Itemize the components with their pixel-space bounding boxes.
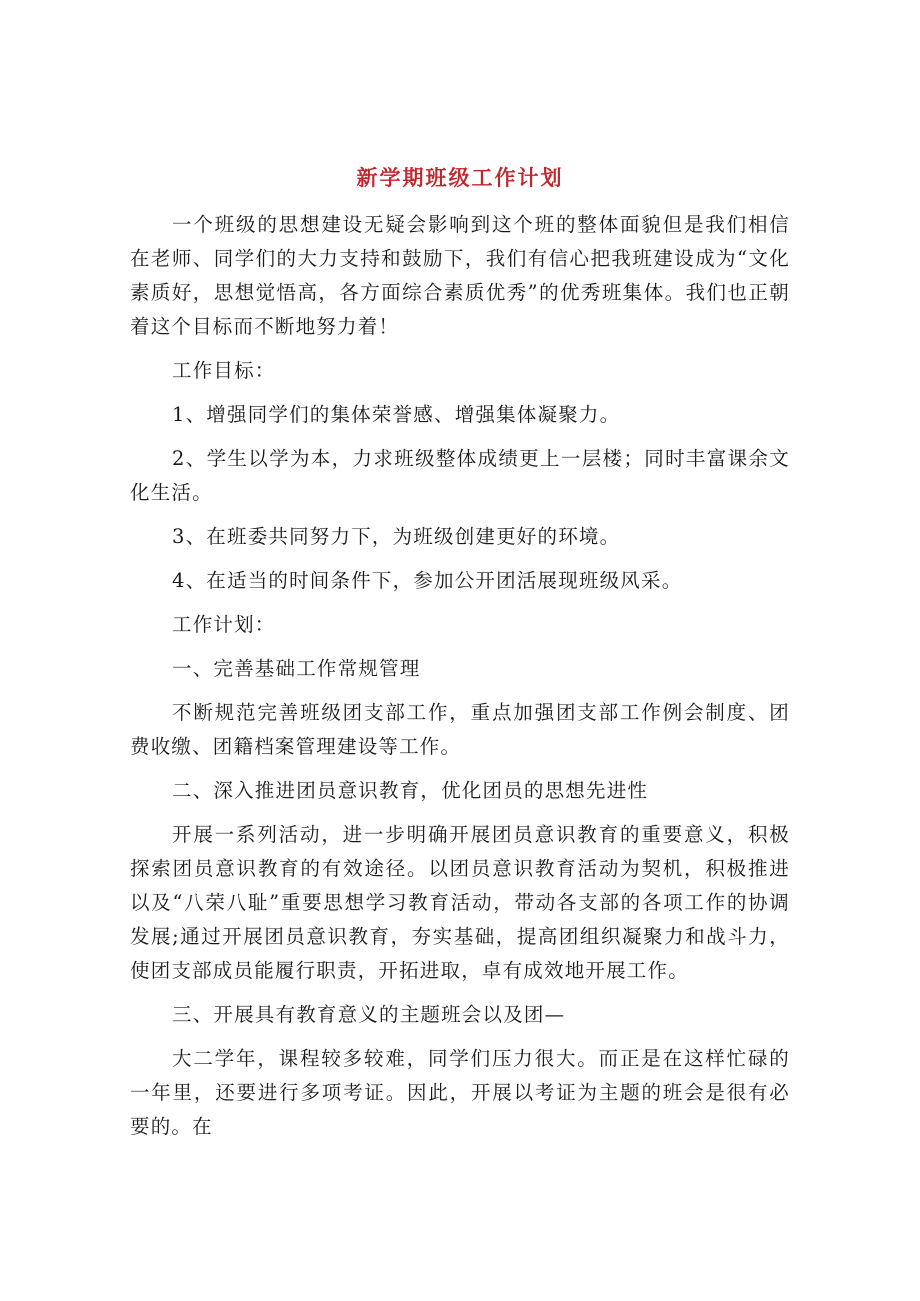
plan-section-2-heading: 二、深入推进团员意识教育，优化团员的思想先进性 [172, 779, 649, 802]
document-page [130, 158, 790, 1154]
intro-paragraph: 一个班级的思想建设无疑会影响到这个班的整体面貌但是我们相信在老师、同学们的大力支持和鼓励下，我们有信心把我班建设成为“文化素质好，思想觉悟高，各方面综合素质优秀”的优秀班集体。我们也正朝着这个目标而不断地努力着！ [130, 213, 790, 338]
goal-item-2: 2、学生以学为本，力求班级整体成绩更上一层楼；同时丰富课余文化生活。 [130, 447, 790, 504]
goal-item-1: 1、增强同学们的集体荣誉感、增强集体凝聚力。 [172, 403, 621, 426]
plan-section-1-heading: 一、完善基础工作常规管理 [172, 657, 421, 680]
plan-section-3-body: 大二学年，课程较多较难，同学们压力很大。而正是在这样忙碌的一年里，还要进行多项考证。因此，开展以考证为主题的班会是很有必要的。在 [130, 1047, 790, 1138]
plan-heading: 工作计划： [172, 613, 276, 636]
plan-section-2-body: 开展一系列活动，进一步明确开展团员意识教育的重要意义，积极探索团员意识教育的有效途径。以团员意识教育活动为契机，积极推进以及“八荣八耻”重要思想学习教育活动，带动各支部的各项工作的协调发展;通过开展团员意识教育，夯实基础，提高团组织凝聚力和战斗力，使团支部成员能履行职责，开拓进取，卓有成效地开展工作。 [130, 823, 790, 982]
plan-section-3-heading: 三、开展具有教育意义的主题班会以及团— [172, 1003, 566, 1026]
plan-section-1-body: 不断规范完善班级团支部工作，重点加强团支部工作例会制度、团费收缴、团籍档案管理建设等工作。 [130, 701, 790, 758]
goal-item-3: 3、在班委共同努力下，为班级创建更好的环境。 [172, 525, 621, 548]
document-title: 新学期班级工作计划 [356, 165, 564, 190]
goal-item-4: 4、在适当的时间条件下，参加公开团活展现班级风采。 [172, 569, 683, 592]
goals-heading: 工作目标： [172, 359, 276, 382]
